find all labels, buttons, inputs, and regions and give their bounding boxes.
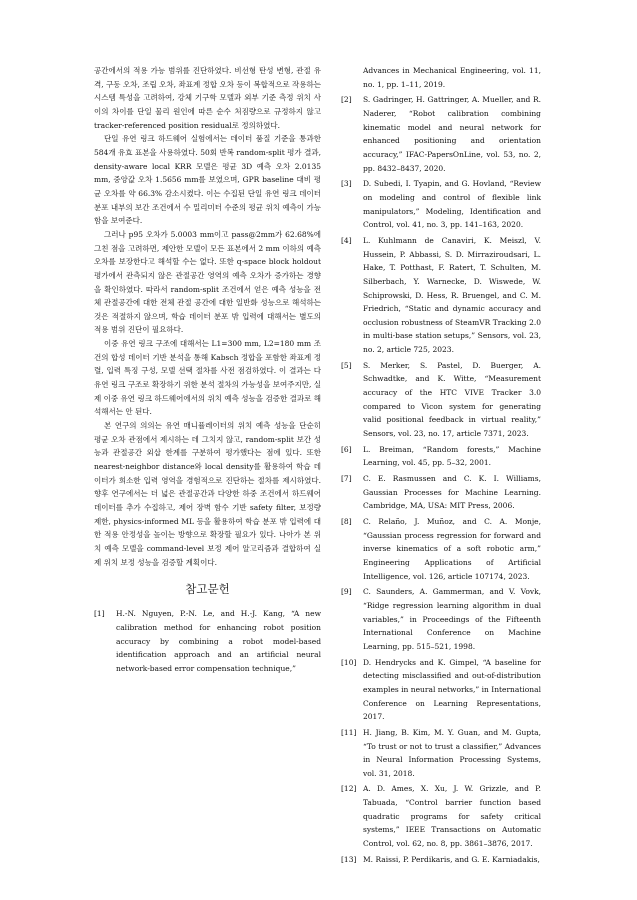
reference-item [341, 64, 541, 91]
reference-number: [11] [341, 727, 357, 737]
left-column [94, 64, 321, 678]
reference-text: M. Raissi, P. Perdikaris, and G. E. Karniadakis, [363, 854, 540, 864]
reference-item [341, 177, 541, 232]
reference-text: L. Breiman, “Random forests,” Machine Learning, vol. 45, pp. 5–32, 2001. [363, 444, 541, 468]
body-paragraph: 단일 유연 링크 하드웨어 실험에서는 데이터 품질 기준을 통과한 584개 유효 표본을 사용하였다. 50회 반복 random-split 평가 결과, density-aware local KRR 모델은 평균 3D 예측 오차 2.0135 mm, 중앙값 오차 1.5656 mm를 보였으며, GPR baseline 대비 평균 오차를 약 66.3% 감소시켰다. 이는 수집된 단일 유연 링크 데이터 분포 내부의 보간 조건에서 수 밀리미터 수준의 평균 위치 예측이 가능함을 보여준다. [94, 134, 321, 226]
reference-item [341, 853, 541, 867]
body-paragraph: 본 연구의 의의는 유연 매니퓰레이터의 위치 예측 성능을 단순히 평균 오차 관점에서 제시하는 데 그치지 않고, random-split 보간 성능과 관절공간 외삽 한계를 구분하여 평가했다는 점에 있다. 또한 nearest-neighbor distance와 local density를 활용하여 학습 데이터가 희소한 입력 영역을 경험적으로 진단하는 절차를 제시하였다. 향후 연구에서는 더 넓은 관절공간과 다양한 하중 조건에서 하드웨어 데이터를 추가 수집하고, 제어 장벽 함수 기반 safety filter, 보정량 제한, physics-informed ML 등을 활용하여 학습 분포 밖 입력에 대한 적용 안정성을 높이는 방향으로 확장할 필요가 있다. 나아가 본 위치 예측 모델을 command-level 보정 제어 알고리즘과 결합하여 실제 위치 보정 성능을 검증할 계획이다. [94, 421, 321, 567]
reference-item [341, 234, 541, 357]
right-column [341, 64, 541, 868]
reference-item [341, 359, 541, 441]
reference-item [341, 782, 541, 850]
reference-text: C. E. Rasmussen and C. K. I. Williams, Gaussian Processes for Machine Learning. Cambridge, MA, USA: MIT Press, 2006. [363, 474, 541, 511]
reference-item [94, 607, 321, 675]
reference-number: [1] [94, 609, 105, 619]
reference-number: [4] [341, 235, 352, 245]
references-heading: 참고문헌 [185, 582, 230, 597]
reference-number [341, 64, 363, 91]
reference-text: S. Merker, S. Pastel, D. Buerger, A. Schwadtke, and K. Witte, “Measurement accuracy of the HTC VIVE Tracker 3.0 compared to Vicon system for generating valid positional feedback in virtual reality,” Sensors, vol. 23, no. 17, article 7371, 2023. [363, 360, 541, 439]
reference-item [341, 93, 541, 175]
reference-text: Advances in Mechanical Engineering, vol. 11, no. 1, pp. 1–11, 2019. [363, 66, 541, 89]
reference-text: C. Saunders, A. Gammerman, and V. Vovk, “Ridge regression learning algorithm in dual variables,” in Proceedings of the Fifteenth International Conference on Machine Learning, pp. 515–521, 1998. [363, 587, 541, 651]
reference-text: D. Hendrycks and K. Gimpel, “A baseline for detecting misclassified and out-of-distribution examples in neural networks,” in International Conference on Learning Representations, 2017. [363, 657, 541, 722]
reference-number: [8] [341, 517, 352, 526]
reference-number: [13] [341, 854, 357, 864]
reference-text: S. Gadringer, H. Gattringer, A. Mueller, and R. Naderer, “Robot calibration combining kinematic model and neural network for enhanced positioning and orientation accuracy,” IFAC-PapersOnLine, vol. 53, no. 2, pp. 8432–8437, 2020. [363, 95, 541, 173]
reference-number: [9] [341, 587, 352, 597]
reference-item [341, 472, 541, 513]
reference-item [341, 515, 541, 583]
reference-number: [6] [341, 444, 352, 454]
reference-item [341, 726, 541, 781]
reference-number: [3] [341, 179, 352, 189]
reference-item [341, 585, 541, 653]
reference-text: H.-N. Nguyen, P.-N. Le, and H.-J. Kang, “A new calibration method for enhancing robot position accuracy by combining a robot model-based identification approach and an artificial neural network-based error compensation technique,” [116, 609, 321, 673]
reference-number: [7] [341, 474, 352, 484]
reference-number: [5] [341, 360, 352, 370]
reference-item [341, 443, 541, 470]
reference-text: D. Subedi, I. Tyapin, and G. Hovland, “Review on modeling and control of flexible link manipulators,” Modeling, Identification and Control, vol. 41, no. 3, pp. 141–163, 2020. [363, 179, 541, 230]
reference-number: [12] [341, 784, 357, 794]
reference-text: L. Kuhlmann de Canaviri, K. Meiszl, V. Hussein, P. Abbassi, S. D. Mirraziroudsari, L. Hake, T. Potthast, F. Ratert, T. Schulten, M. Silberbach, Y. Warnecke, D. Wiswede, W. Schiprowski, D. Hess, R. Bruengel, and C. M. Friedrich, “Static and dynamic accuracy and occlusion robustness of SteamVR Tracking 2.0 in multi-base station setups,” Sensors, vol. 23, no. 2, article 725, 2023. [363, 235, 541, 355]
body-paragraph: 그러나 p95 오차가 5.0003 mm이고 pass@2mm가 62.68%에 그친 점을 고려하면, 제안한 모델이 모든 표본에서 2 mm 이하의 예측 오차를 보장한다고 해석할 수는 없다. 또한 q-space block holdout 평가에서 관측되지 않은 관절공간 영역의 예측 오차가 증가하는 경향을 확인하였다. 따라서 random-split 조건에서 얻은 예측 성능을 전체 관절공간에 대한 전체 관절 공간에 대한 일반화 성능으로 해석하는 것은 적절하지 않으며, 학습 데이터 분포 밖 입력에 대해서는 별도의 적용 범위 진단이 필요하다. [94, 229, 321, 335]
reference-number: [2] [341, 95, 352, 105]
body-paragraph: 공간에서의 적용 가능 범위를 진단하였다. 비선형 탄성 변형, 관절 유격, 구동 오차, 조립 오차, 좌표계 정합 오차 등이 복합적으로 작용하는 시스템 특성을 고려하여, 강체 기구학 모델과 외부 기준 측정 위치 사이의 차이를 단일 물리 원인에 따른 순수 처짐량으로 규정하지 않고 tracker-referenced position residual로 정의하였다. [94, 66, 321, 130]
reference-number: [10] [341, 657, 357, 667]
reference-text: C. Relaño, J. Muñoz, and C. A. Monje, “Gaussian process regression for forward and inverse kinematics of a soft robotic arm,” Engineering Applications of Artificial Intelligence, vol. 126, article 107174, 2023. [363, 517, 541, 581]
reference-item [341, 656, 541, 724]
body-paragraph: 이중 유연 링크 구조에 대해서는 L1=300 mm, L2=180 mm 조건의 합성 데이터 기반 분석을 통해 Kabsch 정합을 포함한 좌표계 정렬, 입력 특징 구성, 모델 선택 절차를 사전 점검하였다. 이 결과는 다유연 링크 구조로 확장하기 위한 분석 절차의 가능성을 보여주지만, 실제 이중 유연 링크 하드웨어에서의 위치 예측 성능을 검증한 결과로 해석해서는 안 된다. [94, 339, 321, 417]
reference-text: H. Jiang, B. Kim, M. Y. Guan, and M. Gupta, “To trust or not to trust a classifier,” Advances in Neural Information Processing Systems, vol. 31, 2018. [363, 727, 541, 778]
reference-text: A. D. Ames, X. Xu, J. W. Grizzle, and P. Tabuada, “Control barrier function based quadratic programs for safety critical systems,” IEEE Transactions on Automatic Control, vol. 62, no. 8, pp. 3861–3876, 2017. [363, 784, 541, 849]
